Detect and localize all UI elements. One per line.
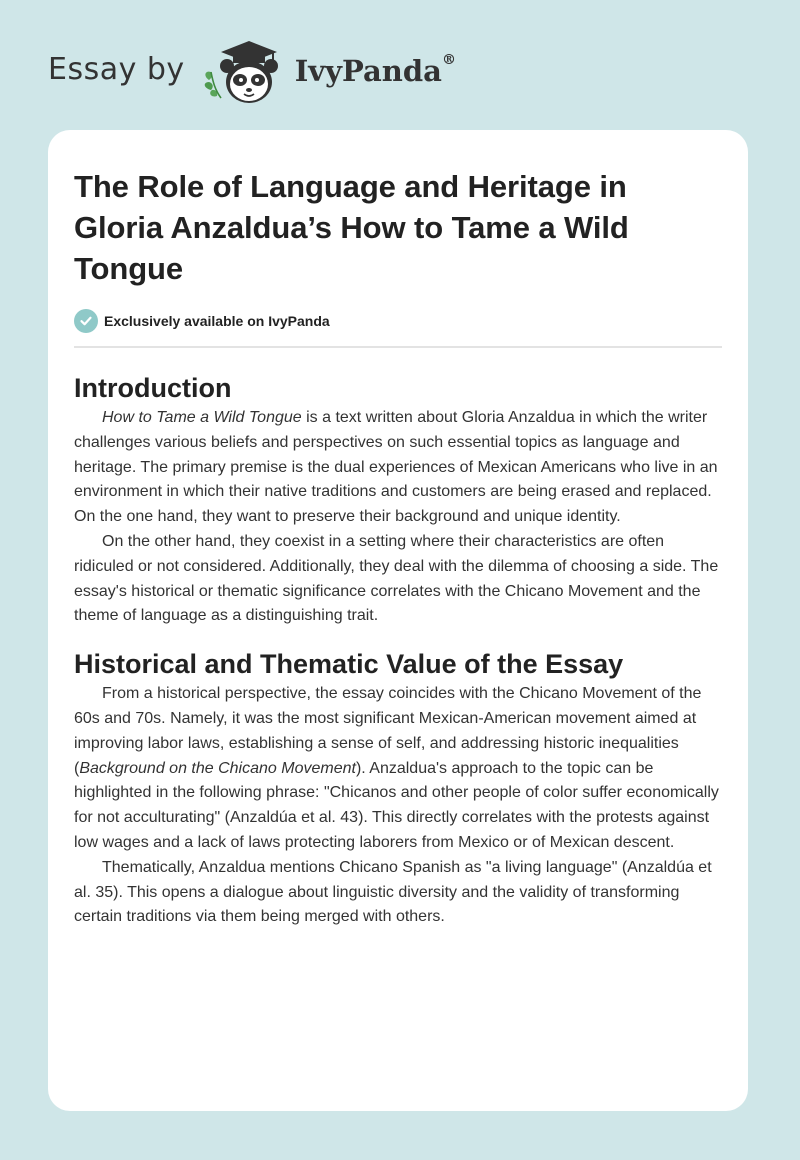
- paragraph: How to Tame a Wild Tongue is a text written about Gloria Anzaldua in which the writer challenges various beliefs and perspectives on such essential topics as language and heritage. The primary premise is the dual experiences of Mexican Americans who live in an environment in which their native traditions and customers are being erased and replaced. On the one hand, they want to preserve their background and unique identity.: [74, 409, 718, 526]
- section-heading-introduction: Introduction: [74, 373, 232, 403]
- paragraph: On the other hand, they coexist in a setting where their characteristics are often ridiculed or not considered. Additionally, they deal with the dilemma of choosing a side. The essay's historical or thematic significance correlates with the Chicano Movement and the theme of language as a distinguishing trait.: [74, 532, 719, 625]
- essay-card: [48, 130, 748, 1111]
- check-circle-icon: [74, 309, 98, 333]
- brand-prefix: Essay by: [48, 51, 185, 87]
- work-title: How to Tame a Wild Tongue: [102, 409, 302, 426]
- panda-graduate-icon: [199, 36, 291, 108]
- paragraph: From a historical perspective, the essay coincides with the Chicano Movement of the 60s and 70s. Namely, it was the most significant Mexican-American movement aimed at improving labor laws, establishing a sense of self, and addressing historic inequalities (Background on the Chicano Movement). Anzaldua's approach to the topic can be highlighted in the following phrase: "Chicanos and other people of color suffer economically for not acculturating" (Anzaldúa et al. 43). This directly correlates with the protests against low wages and a lack of laws protecting laborers from Mexico or of Mexican descent.: [74, 685, 719, 851]
- brand-name: IvyPanda®: [294, 52, 456, 88]
- brand-logo[interactable]: [48, 36, 456, 108]
- essay-title: The Role of Language and Heritage in Gloria Anzaldua’s How to Tame a Wild Tongue: [74, 169, 629, 286]
- exclusive-label: Exclusively available on IvyPanda: [104, 313, 330, 329]
- source-title: Background on the Chicano Movement: [79, 759, 356, 777]
- exclusive-badge: [74, 308, 722, 334]
- section-heading-historical: Historical and Thematic Value of the Essay: [74, 649, 624, 680]
- divider: [74, 346, 722, 348]
- paragraph: Thematically, Anzaldua mentions Chicano Spanish as "a living language" (Anzaldúa et al. 35). This opens a dialogue about linguistic diversity and the validity of transforming certain traditions via them being merged with others.: [74, 858, 712, 926]
